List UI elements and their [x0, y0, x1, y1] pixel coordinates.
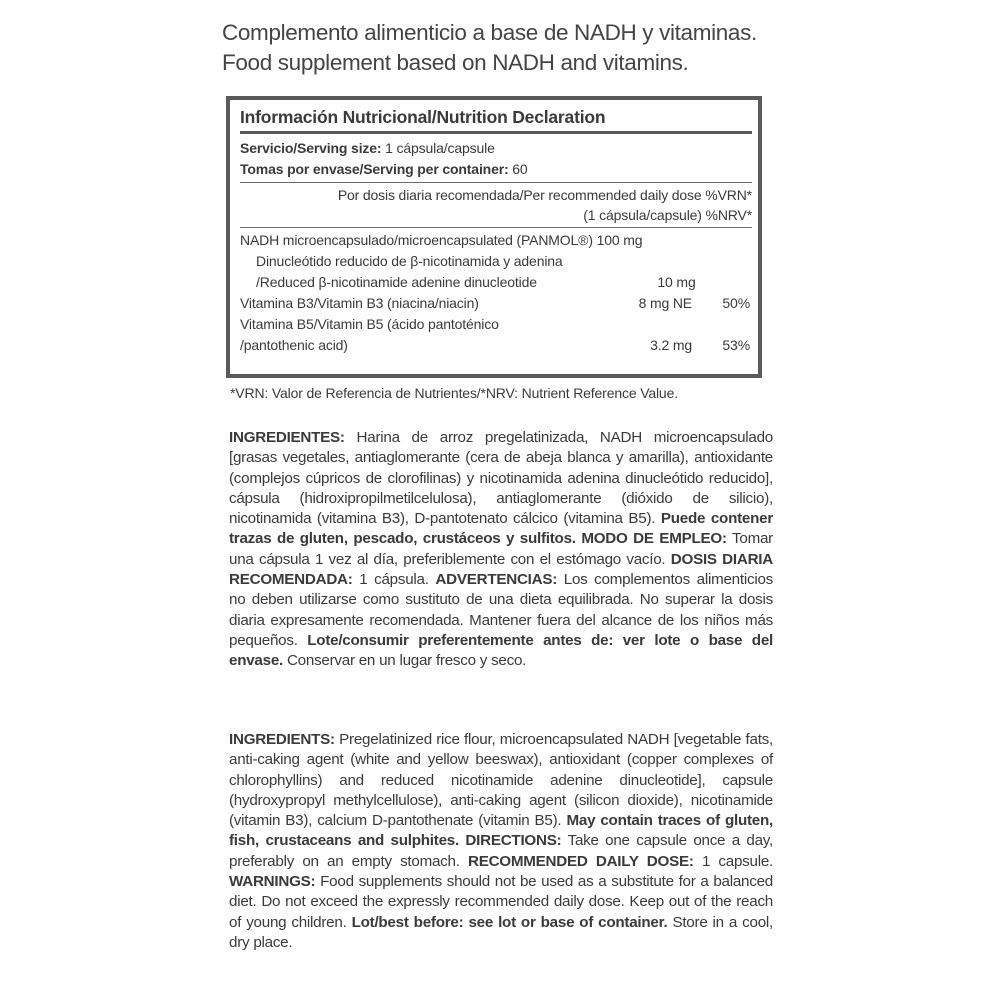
ingredients-spanish — [229, 428, 773, 672]
nutrient-vrn — [696, 272, 752, 293]
table-row — [240, 230, 752, 251]
warnings-text: Food supplements should not be used as a substitute for a balanced diet. Do not exceed the expressly recommended daily dose. Keep out of the reach of young children. — [229, 873, 773, 931]
ingredients-english — [229, 730, 773, 953]
nutrient-name: /Reduced β-nicotinamide adenine dinucleotide — [256, 274, 537, 290]
servings-per-container-value: 60 — [508, 161, 528, 177]
nutrient-vrn — [692, 314, 750, 335]
servings-per-container-label: Tomas por envase/Serving per container: — [240, 161, 509, 177]
warnings-label: ADVERTENCIAS: — [435, 571, 558, 589]
nutrient-vrn — [692, 230, 750, 251]
serving-size-value: 1 cápsula/capsule — [381, 140, 495, 156]
dose-header-line-1: Por dosis diaria recomendada/Per recommended daily dose %VRN* — [337, 187, 752, 203]
lot-label: Lot/best before: see lot or base of container. — [351, 913, 668, 931]
directions-text: Tomar una cápsula 1 vez al día, preferiblemente con el estómago vacío. — [229, 530, 773, 568]
nutrient-name: Vitamina B5/Vitamin B5 (ácido pantoténico — [240, 316, 499, 332]
description-english: Food supplement based on NADH and vitamins. — [222, 50, 689, 75]
nutrient-vrn — [696, 251, 752, 272]
daily-dose-label: RECOMMENDED DAILY DOSE: — [467, 852, 694, 870]
daily-dose-text: 1 cápsula. — [352, 571, 436, 589]
divider — [240, 182, 752, 183]
table-row — [240, 272, 752, 293]
daily-dose-label: DOSIS DIARIA RECOMENDADA: — [229, 550, 773, 589]
nutrient-amount — [626, 251, 696, 272]
ingredients-text: Pregelatinized rice flour, microencapsulated NADH [vegetable fats, anti-caking agent (white and yellow beeswax), antioxidant (copper complexes of chlorophyllins) and reduced nicotinamide adenine dinucleotide], capsule (hydroxypropyl methylcellulose), anti-caking agent (silicon dioxide), nicotinamide (vitamin B3), calcium D-pantothenate (vitamin B5). — [229, 731, 773, 830]
lot-label: Lote/consumir preferentemente antes de: ver lote o base del envase. — [229, 631, 773, 670]
nutrient-amount — [620, 314, 692, 335]
traces-warning: Puede contener trazas de gluten, pescado, crustáceos y sulfitos. — [229, 510, 774, 548]
nutrient-amount: 3.2 mg — [650, 337, 692, 353]
title-divider — [240, 131, 752, 134]
directions-label: DIRECTIONS: — [458, 832, 562, 850]
daily-dose-text: 1 capsule. — [693, 852, 773, 870]
table-row — [240, 335, 752, 356]
directions-text: Take one capsule once a day, preferably on an empty stomach. — [229, 832, 773, 870]
serving-size — [240, 138, 752, 159]
directions-label: MODO DE EMPLEO: — [575, 530, 727, 548]
nutrient-name: NADH microencapsulado/microencapsulated (PANMOL®) 100 mg — [240, 232, 643, 248]
table-row — [240, 293, 752, 314]
dose-header-line-2: (1 cápsula/capsule) %NRV* — [583, 207, 752, 223]
nutrition-table — [226, 96, 762, 378]
nutrient-amount: 8 mg NE — [638, 295, 692, 311]
nutrient-amount — [620, 230, 692, 251]
nutrient-name: /pantothenic acid) — [240, 337, 348, 353]
servings-per-container — [240, 159, 752, 180]
nutrient-name: Vitamina B3/Vitamin B3 (niacina/niacin) — [240, 295, 479, 311]
product-description — [222, 18, 822, 78]
traces-warning: May contain traces of gluten, fish, crustaceans and sulphites. — [229, 812, 773, 850]
warnings-label: WARNINGS: — [229, 873, 316, 891]
storage-text: Conservar en un lugar fresco y seco. — [282, 652, 527, 670]
serving-size-label: Servicio/Serving size: — [240, 140, 382, 156]
nutrient-vrn: 53% — [722, 337, 750, 353]
ingredients-label: INGREDIENTS: — [229, 731, 335, 748]
nutrition-table-title: Información Nutricional/Nutrition Declaration — [240, 107, 606, 127]
table-row — [240, 314, 752, 335]
ingredients-label: INGREDIENTES: — [229, 429, 345, 446]
nutrient-vrn: 50% — [722, 295, 750, 311]
warnings-text: Los complementos alimenticios no deben utilizarse como sustituto de una dieta equilibrada. No superar la dosis diaria expresamente recomendada. Mantener fuera del alcance de los niños más pequeños. — [229, 571, 773, 649]
table-row — [240, 251, 752, 272]
divider — [240, 227, 752, 228]
ingredients-text: Harina de arroz pregelatinizada, NADH microencapsulado [grasas vegetales, antiaglomerante (cera de abeja blanca y amarilla), antioxidante (complejos cúpricos de clorofilinas) y nicotinamida adenina dinucleótido reducido], cápsula (hidroxipropilmetilcelulosa), antiaglomerante (dióxido de silicio), nicotinamida (vitamina B3), D-pantotenato cálcico (vitamina B5). — [229, 429, 773, 528]
nutrient-name: Dinucleótido reducido de β-nicotinamida y adenina — [256, 253, 563, 269]
vrn-footnote: *VRN: Valor de Referencia de Nutrientes/*NRV: Nutrient Reference Value. — [230, 385, 678, 401]
nutrient-amount: 10 mg — [657, 274, 696, 290]
description-spanish: Complemento alimenticio a base de NADH y vitaminas. — [222, 20, 757, 45]
storage-text: Store in a cool, dry place. — [229, 913, 773, 951]
